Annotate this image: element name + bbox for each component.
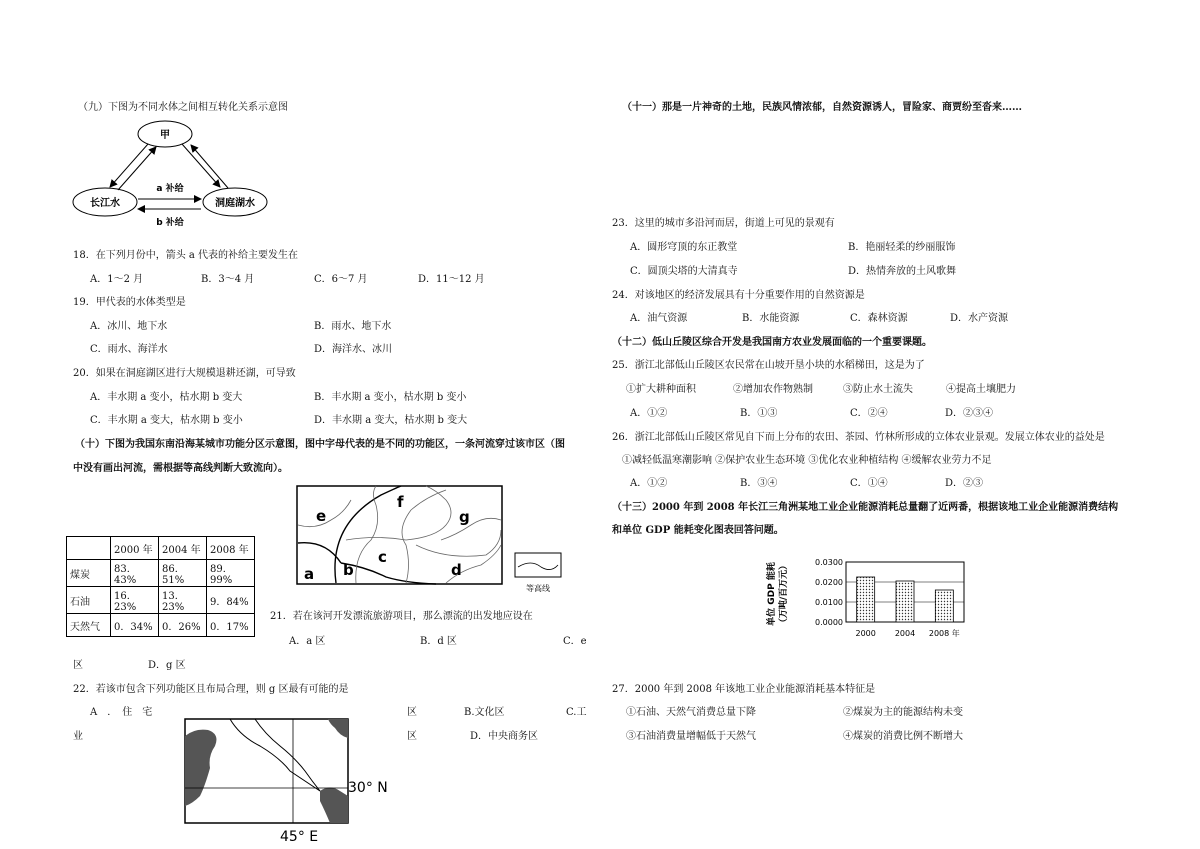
q20-option-d[interactable]: D．丰水期 a 变大，枯水期 b 变大 <box>314 415 468 426</box>
map-label-b: b <box>343 561 354 579</box>
q22-option-a[interactable]: A ． 住 宅 <box>90 707 153 718</box>
q27-stem: 27．2000 年到 2008 年该地工业企业能源消耗基本特征是 <box>612 684 876 695</box>
q18-option-b[interactable]: B．3～4 月 <box>201 274 255 285</box>
chart-ytick-label: 0.0000 <box>815 618 843 627</box>
chart-ylabel-line1: 单位 GDP 能耗 <box>767 562 777 626</box>
map-label-e: e <box>316 507 327 525</box>
q23-stem: 23．这里的城市多沿河而居，街道上可见的景观有 <box>612 218 835 229</box>
chart-xtick-label: 2008 年 <box>928 629 960 638</box>
table-row <box>67 587 255 614</box>
q25-option-d[interactable]: D．②③④ <box>945 408 994 419</box>
map-label-g: g <box>459 508 470 526</box>
q18-stem: 18．在下列月份中，箭头 a 代表的补给主要发生在 <box>73 250 299 261</box>
q21-option-c-cont: 区 <box>73 660 83 671</box>
chart-ylabel-line2: （万吨/百万元） <box>779 560 789 628</box>
section-11-title: （十一）那是一片神奇的土地，民族风情浓郁，自然资源诱人，冒险家、商贾纷至沓来…… <box>622 102 1022 113</box>
q25-item-4: ④提高土壤肥力 <box>946 384 1016 395</box>
q25-option-a[interactable]: A．①② <box>630 408 668 419</box>
q26-option-b[interactable]: B．③④ <box>740 478 778 489</box>
q19-option-a[interactable]: A．冰川、地下水 <box>90 321 168 332</box>
diagram-label-right: 洞庭湖水 <box>215 198 255 209</box>
chart-bar <box>857 577 875 622</box>
q21-option-b[interactable]: B．d 区 <box>420 636 457 647</box>
q19-option-d[interactable]: D．海洋水、冰川 <box>314 344 393 355</box>
table-cell: 89．99% <box>207 560 255 587</box>
q22-stem: 22．若该市包含下列功能区且布局合理，则 g 区最有可能的是 <box>73 684 349 695</box>
q25-option-c[interactable]: C．②④ <box>850 408 888 419</box>
q21-stem: 21．若在该河开发漂流旅游项目，那么漂流的出发地应设在 <box>270 611 533 622</box>
diagram-label-left: 长江水 <box>90 198 120 209</box>
q26-option-c[interactable]: C．①④ <box>850 478 888 489</box>
map-label-a: a <box>304 565 315 583</box>
q19-stem: 19．甲代表的水体类型是 <box>73 297 186 308</box>
table-row <box>67 560 255 587</box>
table-cell <box>67 537 111 560</box>
water-cycle-diagram <box>70 120 280 230</box>
table-cell: 0．34% <box>111 614 159 637</box>
section-10-line2: 中没有画出河流，需根据等高线判断大致流向）。 <box>73 463 288 474</box>
q24-option-c[interactable]: C．森林资源 <box>850 313 908 324</box>
q18-option-a[interactable]: A．1～2 月 <box>90 274 144 285</box>
gdp-energy-chart <box>760 552 980 647</box>
chart-xtick-label: 2000 <box>855 629 876 638</box>
city-function-map <box>296 485 566 597</box>
section-13-line2: 和单位 GDP 能耗变化图表回答问题。 <box>612 525 784 536</box>
q25-stem: 25．浙江北部低山丘陵区农民常在山坡开垦小块的水稻梯田，这是为了 <box>612 360 925 371</box>
table-cell: 2000 年 <box>111 537 159 560</box>
chart-ytick-label: 0.0300 <box>815 558 843 567</box>
q22-option-d[interactable]: D．中央商务区 <box>470 731 539 742</box>
table-row <box>67 537 255 560</box>
q21-option-a[interactable]: A．a 区 <box>289 636 326 647</box>
q20-option-c[interactable]: C．丰水期 a 变大，枯水期 b 变小 <box>90 415 243 426</box>
q23-option-d[interactable]: D．热情奔放的土风歌舞 <box>848 266 957 277</box>
q23-option-a[interactable]: A．圆形穹顶的东正教堂 <box>630 242 738 253</box>
map-label-f: f <box>397 493 404 511</box>
q20-option-a[interactable]: A．丰水期 a 变小，枯水期 b 变大 <box>90 392 243 403</box>
q24-option-d[interactable]: D．水产资源 <box>950 313 1009 324</box>
q19-option-c[interactable]: C．雨水、海洋水 <box>90 344 168 355</box>
chart-bar <box>896 581 914 622</box>
q24-option-b[interactable]: B．水能资源 <box>742 313 800 324</box>
q25-item-3: ③防止水土流失 <box>843 384 913 395</box>
q26-items: ①减轻低温寒潮影响 ②保护农业生态环境 ③优化农业种植结构 ④缓解农业劳力不足 <box>622 455 992 466</box>
section-10-line1: （十）下图为我国东南沿海某城市功能分区示意图，图中字母代表的是不同的功能区，一条河流穿过该市区（图 <box>75 439 565 450</box>
q25-option-b[interactable]: B．①③ <box>740 408 778 419</box>
diagram-label-top: 甲 <box>160 130 170 141</box>
chart-bar <box>935 590 953 622</box>
table-cell: 86．51% <box>159 560 207 587</box>
q18-option-d[interactable]: D．11～12 月 <box>418 274 485 285</box>
table-cell: 16．23% <box>111 587 159 614</box>
q25-item-2: ②增加农作物熟制 <box>733 384 813 395</box>
table-cell: 煤炭 <box>67 560 111 587</box>
q22-option-c-mid: 区 <box>407 731 417 742</box>
q19-option-b[interactable]: B．雨水、地下水 <box>314 321 392 332</box>
q24-option-a[interactable]: A．油气资源 <box>630 313 688 324</box>
q22-option-c[interactable]: C.工 <box>566 707 587 718</box>
q25-item-1: ①扩大耕种面积 <box>626 384 696 395</box>
table-cell: 0．26% <box>159 614 207 637</box>
chart-ytick-label: 0.0200 <box>815 578 843 587</box>
q21-option-d[interactable]: D．g 区 <box>148 660 186 671</box>
energy-structure-table <box>66 536 255 637</box>
section-13-line1: （十三）2000 年到 2008 年长江三角洲某地工业企业能源消耗总量翻了近两番，根据该地工业企业能源消费结构 <box>612 502 1119 513</box>
diagram-label-b: b 补给 <box>156 218 184 228</box>
table-row <box>67 614 255 637</box>
q20-option-b[interactable]: B．丰水期 a 变小，枯水期 b 变小 <box>314 392 467 403</box>
chart-xtick-label: 2004 <box>894 629 916 638</box>
q27-item-2: ②煤炭为主的能源结构未变 <box>843 707 963 718</box>
q22-option-a-cont: 业 <box>73 731 83 742</box>
longitude-label: 45° E <box>280 829 319 845</box>
q24-stem: 24．对该地区的经济发展具有十分重要作用的自然资源是 <box>612 290 865 301</box>
q27-item-4: ④煤炭的消费比例不断增大 <box>843 731 963 742</box>
diagram-label-a: a 补给 <box>156 184 184 194</box>
section-9-title: （九）下图为不同水体之间相互转化关系示意图 <box>78 102 288 113</box>
q27-item-1: ①石油、天然气消费总量下降 <box>626 707 756 718</box>
q23-option-b[interactable]: B．艳丽轻柔的纱丽服饰 <box>848 242 956 253</box>
q21-option-c[interactable]: C．e <box>563 636 587 647</box>
table-cell: 83．43% <box>111 560 159 587</box>
q20-stem: 20．如果在洞庭湖区进行大规模退耕还湖，可导致 <box>73 368 296 379</box>
table-cell: 9．84% <box>207 587 255 614</box>
q18-option-c[interactable]: C．6～7 月 <box>314 274 368 285</box>
section-12-title: （十二）低山丘陵区综合开发是我国南方农业发展面临的一个重要课题。 <box>612 337 932 348</box>
map-label-c: c <box>378 548 387 566</box>
q22-option-b[interactable]: B.文化区 <box>464 707 505 718</box>
table-cell: 2004 年 <box>159 537 207 560</box>
table-cell: 2008 年 <box>207 537 255 560</box>
table-cell: 0．17% <box>207 614 255 637</box>
table-cell: 天然气 <box>67 614 111 637</box>
chart-ytick-label: 0.0100 <box>815 598 843 607</box>
q27-item-3: ③石油消费量增幅低于天然气 <box>626 731 756 742</box>
q23-option-c[interactable]: C．圆顶尖塔的大清真寺 <box>630 266 738 277</box>
legend-label: 等高线 <box>526 584 550 593</box>
map-label-d: d <box>451 561 462 579</box>
q26-option-d[interactable]: D．②③ <box>945 478 984 489</box>
q26-stem: 26．浙江北部低山丘陵区常见自下而上分布的农田、茶园、竹林所形成的立体农业景观。发展立体农业的益处是 <box>612 432 1105 443</box>
region-map-22 <box>180 716 400 846</box>
q22-option-a-mid: 区 <box>407 707 417 718</box>
latitude-label: 30° N <box>348 780 388 796</box>
q26-option-a[interactable]: A．①② <box>630 478 668 489</box>
table-cell: 13．23% <box>159 587 207 614</box>
table-cell: 石油 <box>67 587 111 614</box>
